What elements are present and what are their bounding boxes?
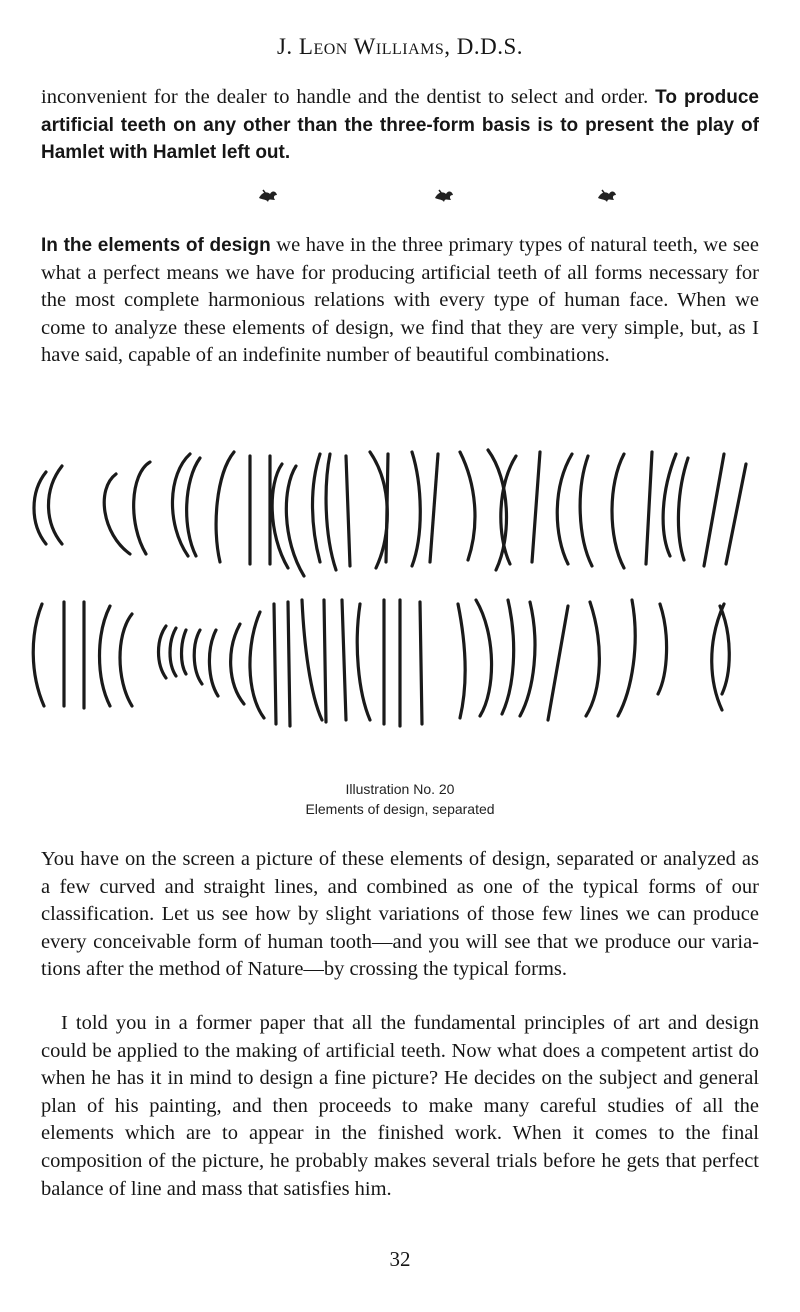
section-ornaments [0,186,800,216]
paragraph-1-text: inconvenient for the dealer to handle and the dentist to select and order. [41,86,656,108]
paragraph-2 [41,232,759,370]
paragraph-2-bold: In the elements of design [41,235,271,256]
paragraph-3: You have on the screen a picture of these elements of design, separated or analyzed as a few curved and straight lines, and combined as one of the typical forms of our classification. Let us see how by slight variations of those few lines we can produce every conceivable form of human tooth—and you will see that we produce our varia-tions after the method of Nature—by crossing the typical forms. [41,848,759,981]
header-suffix: , D.D.S. [444,34,524,59]
figure-caption-title: Illustration No. 20 [345,781,455,797]
figure-caption-subtitle: Elements of design, separated [305,801,495,817]
running-header [0,34,800,60]
fleuron-icon [433,186,455,208]
paragraph-1-bold: To produce artificial teeth on any other than the three-form basis is to present the play of Hamlet with Hamlet left out. [41,87,759,164]
fleuron-icon [257,186,279,208]
bottom-row-lines [33,600,729,726]
paragraph-2-text: we have in the three primary types of natural teeth, we see what a perfect means we have for producing artificial teeth of all forms necessary for the most complete harmonious relations with every type of human face. When we come to analyze these elements of design, we find that they are very simple, but, as I have said, capable of an indefinite number of beautiful combinations. [41,234,759,367]
paragraph-4: I told you in a former paper that all the fundamental principles of art and design could be applied to the making of artificial teeth. Now what does a competent artist do when he has it in mind to design a fine picture? He decides on the subject and general plan of his painting, and then proceeds to make many careful studies of all the elements which are to appear in the finished work. When it comes to the final composition of the picture, he probably makes several trials before he gets that perfect balance of line and mass that satisfies him. [41,1012,759,1200]
paragraph-1 [41,84,759,167]
page-number: 32 [389,1247,411,1271]
header-prefix: J. [276,34,299,59]
fleuron-icon [596,186,618,208]
header-author: Leon Williams [298,34,445,59]
top-row-lines [34,450,746,576]
illustration-elements-of-design [20,444,780,774]
